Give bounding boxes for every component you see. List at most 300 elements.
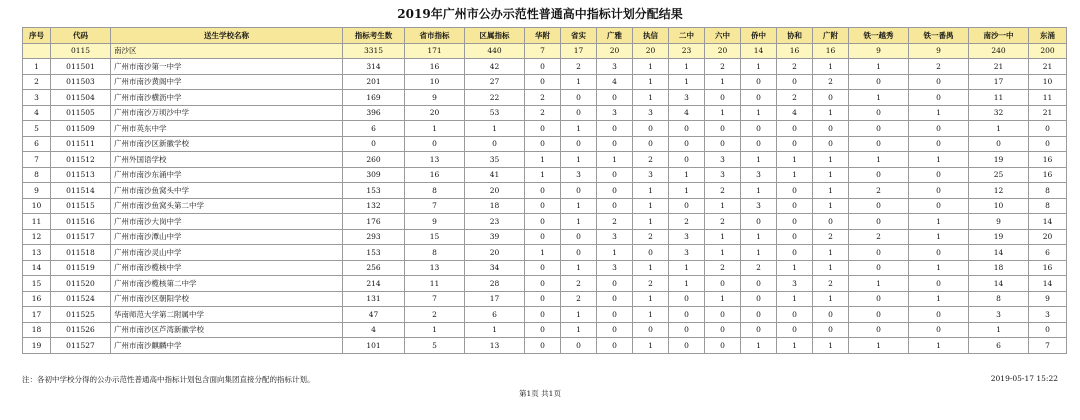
table-cell: 0 [741, 291, 777, 307]
table-cell: 1 [525, 152, 561, 168]
table-cell: 1 [777, 152, 813, 168]
table-cell: 0 [909, 322, 969, 338]
district-cell [23, 43, 51, 59]
table-cell: 1 [813, 245, 849, 261]
table-cell: 1 [813, 198, 849, 214]
table-cell: 41 [465, 167, 525, 183]
column-header: 六中 [705, 28, 741, 44]
table-cell: 0 [525, 59, 561, 75]
table-cell: 1 [525, 245, 561, 261]
table-cell: 0 [669, 291, 705, 307]
table-cell: 0 [525, 136, 561, 152]
table-cell: 011511 [51, 136, 111, 152]
table-cell: 1 [813, 167, 849, 183]
school-name: 广州市南沙区新徽学校 [111, 136, 343, 152]
table-cell: 3 [23, 90, 51, 106]
table-cell: 132 [343, 198, 405, 214]
table-cell: 0 [777, 307, 813, 323]
table-cell: 28 [465, 276, 525, 292]
table-cell: 6 [465, 307, 525, 323]
school-name: 广州市南沙横沥中学 [111, 90, 343, 106]
table-cell: 0 [669, 198, 705, 214]
table-cell: 0 [597, 136, 633, 152]
table-cell: 1 [633, 307, 669, 323]
table-cell: 10 [405, 74, 465, 90]
table-cell: 0 [849, 167, 909, 183]
table-cell: 1 [633, 338, 669, 354]
table-cell: 0 [813, 90, 849, 106]
table-cell: 0 [597, 183, 633, 199]
table-cell: 0 [813, 121, 849, 137]
district-cell: 9 [909, 43, 969, 59]
district-cell: 23 [669, 43, 705, 59]
table-cell: 0 [525, 307, 561, 323]
table-cell: 260 [343, 152, 405, 168]
table-cell: 15 [23, 276, 51, 292]
column-header: 铁一越秀 [849, 28, 909, 44]
table-cell: 101 [343, 338, 405, 354]
table-cell: 1 [813, 338, 849, 354]
table-cell: 1 [405, 322, 465, 338]
table-cell: 131 [343, 291, 405, 307]
table-cell: 0 [597, 121, 633, 137]
table-cell: 0 [849, 136, 909, 152]
table-cell: 0 [705, 322, 741, 338]
school-name: 广州市南沙麒麟中学 [111, 338, 343, 354]
table-cell: 14 [1029, 214, 1067, 230]
table-cell: 7 [405, 291, 465, 307]
table-cell: 4 [23, 105, 51, 121]
table-cell: 3 [669, 245, 705, 261]
table-cell: 201 [343, 74, 405, 90]
table-cell: 0 [741, 74, 777, 90]
table-cell: 1 [813, 152, 849, 168]
table-cell: 0 [465, 136, 525, 152]
column-header: 广雅 [597, 28, 633, 44]
table-cell: 3 [597, 229, 633, 245]
table-cell: 011518 [51, 245, 111, 261]
table-cell: 3 [705, 167, 741, 183]
table-cell: 0 [849, 121, 909, 137]
table-cell: 0 [909, 136, 969, 152]
table-cell: 2 [813, 276, 849, 292]
table-cell: 0 [669, 121, 705, 137]
school-name: 广州市南沙大岗中学 [111, 214, 343, 230]
table-row [23, 276, 1067, 292]
table-cell: 0 [777, 322, 813, 338]
table-cell: 0 [525, 121, 561, 137]
table-cell: 1 [669, 74, 705, 90]
school-name: 广州市南沙榄核中学 [111, 260, 343, 276]
school-name: 广州市南沙黄阁中学 [111, 74, 343, 90]
table-cell: 0 [741, 214, 777, 230]
table-cell: 1 [705, 198, 741, 214]
table-cell: 6 [1029, 245, 1067, 261]
column-header: 广附 [813, 28, 849, 44]
table-cell: 0 [909, 121, 969, 137]
table-cell: 0 [777, 214, 813, 230]
table-cell: 0 [343, 136, 405, 152]
district-cell: 16 [777, 43, 813, 59]
table-cell: 17 [23, 307, 51, 323]
table-cell: 34 [465, 260, 525, 276]
table-cell: 1 [669, 260, 705, 276]
table-cell: 2 [561, 59, 597, 75]
table-cell: 0 [741, 121, 777, 137]
table-cell: 0 [777, 229, 813, 245]
table-cell: 0 [597, 307, 633, 323]
table-cell: 0 [525, 214, 561, 230]
table-row [23, 136, 1067, 152]
table-cell: 14 [969, 245, 1029, 261]
table-cell: 011527 [51, 338, 111, 354]
table-row [23, 167, 1067, 183]
table-cell: 1 [813, 59, 849, 75]
table-cell: 0 [525, 338, 561, 354]
table-cell: 6 [343, 121, 405, 137]
table-cell: 0 [909, 307, 969, 323]
table-cell: 17 [465, 291, 525, 307]
table-cell: 3 [669, 229, 705, 245]
table-row [23, 338, 1067, 354]
table-cell: 1 [741, 105, 777, 121]
table-cell: 9 [969, 214, 1029, 230]
table-cell: 1 [741, 338, 777, 354]
table-row [23, 90, 1067, 106]
table-cell: 0 [633, 322, 669, 338]
table-cell: 8 [1029, 198, 1067, 214]
column-header: 铁一番禺 [909, 28, 969, 44]
table-cell: 3 [597, 105, 633, 121]
table-cell: 0 [525, 74, 561, 90]
district-cell: 240 [969, 43, 1029, 59]
table-cell: 1 [705, 229, 741, 245]
table-row [23, 229, 1067, 245]
table-cell: 0 [909, 198, 969, 214]
table-cell: 1 [777, 167, 813, 183]
column-header: 南沙一中 [969, 28, 1029, 44]
table-cell: 0 [669, 307, 705, 323]
table-cell: 2 [849, 229, 909, 245]
table-cell: 3 [705, 152, 741, 168]
table-cell: 3 [633, 105, 669, 121]
table-cell: 7 [1029, 338, 1067, 354]
district-cell: 7 [525, 43, 561, 59]
table-cell: 8 [23, 167, 51, 183]
table-row [23, 245, 1067, 261]
table-cell: 1 [669, 59, 705, 75]
column-header: 协和 [777, 28, 813, 44]
district-total-row [23, 43, 1067, 59]
column-header: 省实 [561, 28, 597, 44]
table-cell: 153 [343, 183, 405, 199]
table-cell: 4 [777, 105, 813, 121]
table-cell: 1 [561, 322, 597, 338]
table-cell: 1 [633, 90, 669, 106]
table-cell: 0 [1029, 322, 1067, 338]
table-cell: 2 [909, 59, 969, 75]
table-cell: 1 [849, 59, 909, 75]
table-cell: 1 [669, 167, 705, 183]
table-row [23, 59, 1067, 75]
table-cell: 0 [525, 291, 561, 307]
column-header: 送生学校名称 [111, 28, 343, 44]
table-cell: 0 [705, 121, 741, 137]
table-cell: 8 [405, 245, 465, 261]
table-row [23, 74, 1067, 90]
table-cell: 0 [597, 276, 633, 292]
table-cell: 14 [969, 276, 1029, 292]
district-cell: 9 [849, 43, 909, 59]
table-cell: 1 [909, 260, 969, 276]
table-cell: 256 [343, 260, 405, 276]
table-cell: 0 [813, 136, 849, 152]
table-cell: 0 [561, 136, 597, 152]
table-cell: 0 [633, 121, 669, 137]
table-row [23, 291, 1067, 307]
table-cell: 011524 [51, 291, 111, 307]
table-cell: 0 [705, 276, 741, 292]
table-row [23, 322, 1067, 338]
school-name: 广州市英东中学 [111, 121, 343, 137]
table-cell: 0 [909, 90, 969, 106]
table-cell: 1 [561, 307, 597, 323]
table-cell: 0 [597, 322, 633, 338]
table-cell: 1 [633, 59, 669, 75]
table-cell: 11 [969, 90, 1029, 106]
school-name: 广州市南沙万顷沙中学 [111, 105, 343, 121]
table-cell: 25 [969, 167, 1029, 183]
table-cell: 14 [1029, 276, 1067, 292]
table-cell: 0 [597, 90, 633, 106]
table-cell: 8 [1029, 183, 1067, 199]
table-cell: 10 [969, 198, 1029, 214]
header-row [23, 28, 1067, 44]
footnote: 注：各初中学校分得的公办示范性普通高中指标计划包含面向集团直接分配的指标计划。 [22, 375, 315, 384]
table-cell: 13 [23, 245, 51, 261]
table-cell: 1 [465, 322, 525, 338]
table-cell: 7 [405, 198, 465, 214]
table-cell: 1 [705, 245, 741, 261]
table-cell: 0 [777, 136, 813, 152]
district-cell: 0115 [51, 43, 111, 59]
district-cell: 440 [465, 43, 525, 59]
table-cell: 011513 [51, 167, 111, 183]
table-cell: 0 [741, 322, 777, 338]
school-name: 广州市南沙区朝阳学校 [111, 291, 343, 307]
table-cell: 2 [561, 291, 597, 307]
table-cell: 2 [813, 74, 849, 90]
table-cell: 0 [813, 214, 849, 230]
table-cell: 314 [343, 59, 405, 75]
table-cell: 0 [525, 183, 561, 199]
table-cell: 0 [909, 245, 969, 261]
table-cell: 22 [465, 90, 525, 106]
table-cell: 1 [741, 183, 777, 199]
table-cell: 1 [909, 214, 969, 230]
table-cell: 011525 [51, 307, 111, 323]
table-cell: 1 [813, 291, 849, 307]
school-name: 华南师范大学第二附属中学 [111, 307, 343, 323]
table-cell: 0 [669, 152, 705, 168]
table-cell: 0 [597, 291, 633, 307]
table-cell: 293 [343, 229, 405, 245]
table-cell: 1 [705, 291, 741, 307]
column-header: 东涌 [1029, 28, 1067, 44]
table-cell: 2 [669, 214, 705, 230]
table-cell: 1 [561, 121, 597, 137]
table-cell: 16 [405, 167, 465, 183]
table-cell: 0 [813, 322, 849, 338]
table-cell: 2 [705, 183, 741, 199]
table-cell: 4 [343, 322, 405, 338]
report-title: 2019年广州市公办示范性普通高中指标计划分配结果 [397, 7, 683, 21]
table-cell: 309 [343, 167, 405, 183]
table-cell: 13 [405, 260, 465, 276]
table-cell: 2 [777, 59, 813, 75]
table-cell: 3 [597, 260, 633, 276]
table-cell: 2 [23, 74, 51, 90]
district-cell: 14 [741, 43, 777, 59]
table-cell: 011514 [51, 183, 111, 199]
table-cell: 0 [777, 74, 813, 90]
table-cell: 1 [777, 338, 813, 354]
table-cell: 1 [705, 74, 741, 90]
school-name: 广州市南沙潭山中学 [111, 229, 343, 245]
table-cell: 1 [561, 198, 597, 214]
table-cell: 2 [777, 90, 813, 106]
table-cell: 0 [777, 245, 813, 261]
table-cell: 1 [23, 59, 51, 75]
table-cell: 1 [561, 74, 597, 90]
table-cell: 0 [849, 291, 909, 307]
table-cell: 5 [405, 338, 465, 354]
table-cell: 2 [633, 229, 669, 245]
table-cell: 10 [23, 198, 51, 214]
table-cell: 9 [1029, 291, 1067, 307]
table-cell: 0 [669, 322, 705, 338]
table-cell: 1 [909, 291, 969, 307]
table-cell: 1 [525, 167, 561, 183]
table-cell: 21 [1029, 59, 1067, 75]
district-cell: 16 [813, 43, 849, 59]
table-cell: 39 [465, 229, 525, 245]
column-header: 代码 [51, 28, 111, 44]
table-cell: 1 [969, 322, 1029, 338]
table-cell: 42 [465, 59, 525, 75]
table-cell: 9 [405, 90, 465, 106]
column-header: 序号 [23, 28, 51, 44]
table-cell: 3 [669, 90, 705, 106]
table-cell: 1 [909, 338, 969, 354]
table-cell: 0 [741, 136, 777, 152]
table-cell: 1 [909, 152, 969, 168]
district-cell: 20 [597, 43, 633, 59]
table-cell: 1 [561, 152, 597, 168]
table-cell: 4 [597, 74, 633, 90]
table-cell: 0 [969, 136, 1029, 152]
table-cell: 2 [813, 229, 849, 245]
table-cell: 9 [23, 183, 51, 199]
table-cell: 011517 [51, 229, 111, 245]
table-cell: 3 [1029, 307, 1067, 323]
table-cell: 4 [669, 105, 705, 121]
column-header: 华附 [525, 28, 561, 44]
table-cell: 8 [969, 291, 1029, 307]
table-cell: 23 [465, 214, 525, 230]
table-cell: 0 [561, 245, 597, 261]
table-cell: 21 [969, 59, 1029, 75]
allocation-table [22, 27, 1067, 354]
table-cell: 5 [23, 121, 51, 137]
column-header: 指标考生数 [343, 28, 405, 44]
table-cell: 0 [669, 338, 705, 354]
table-cell: 11 [405, 276, 465, 292]
table-cell: 1 [633, 198, 669, 214]
table-cell: 1 [597, 152, 633, 168]
school-name: 广州市南沙鱼窝头中学 [111, 183, 343, 199]
district-cell: 200 [1029, 43, 1067, 59]
table-cell: 16 [1029, 152, 1067, 168]
table-cell: 1 [633, 291, 669, 307]
table-cell: 6 [969, 338, 1029, 354]
table-cell: 1 [849, 276, 909, 292]
table-cell: 12 [969, 183, 1029, 199]
table-cell: 15 [405, 229, 465, 245]
table-cell: 1 [669, 276, 705, 292]
table-cell: 16 [1029, 167, 1067, 183]
table-cell: 011519 [51, 260, 111, 276]
table-cell: 20 [405, 105, 465, 121]
table-cell: 1 [705, 105, 741, 121]
table-cell: 1 [741, 229, 777, 245]
table-cell: 18 [969, 260, 1029, 276]
table-cell: 1 [465, 121, 525, 137]
table-cell: 16 [405, 59, 465, 75]
table-cell: 011526 [51, 322, 111, 338]
district-name: 南沙区 [111, 43, 343, 59]
table-cell: 0 [849, 260, 909, 276]
table-row [23, 183, 1067, 199]
table-row [23, 105, 1067, 121]
table-cell: 1 [909, 229, 969, 245]
table-cell: 2 [633, 152, 669, 168]
table-cell: 011516 [51, 214, 111, 230]
table-cell: 1 [633, 183, 669, 199]
table-cell: 14 [23, 260, 51, 276]
table-cell: 0 [1029, 121, 1067, 137]
table-cell: 0 [705, 90, 741, 106]
table-row [23, 214, 1067, 230]
table-cell: 011505 [51, 105, 111, 121]
table-cell: 0 [909, 276, 969, 292]
table-cell: 011512 [51, 152, 111, 168]
table-cell: 0 [777, 121, 813, 137]
table-cell: 18 [465, 198, 525, 214]
table-cell: 21 [1029, 105, 1067, 121]
table-cell: 20 [465, 245, 525, 261]
table-cell: 011520 [51, 276, 111, 292]
table-cell: 0 [597, 167, 633, 183]
table-cell: 20 [465, 183, 525, 199]
table-cell: 19 [23, 338, 51, 354]
table-cell: 19 [969, 152, 1029, 168]
table-cell: 0 [705, 136, 741, 152]
table-cell: 10 [1029, 74, 1067, 90]
column-header: 省市指标 [405, 28, 465, 44]
table-cell: 0 [597, 198, 633, 214]
table-cell: 1 [741, 245, 777, 261]
